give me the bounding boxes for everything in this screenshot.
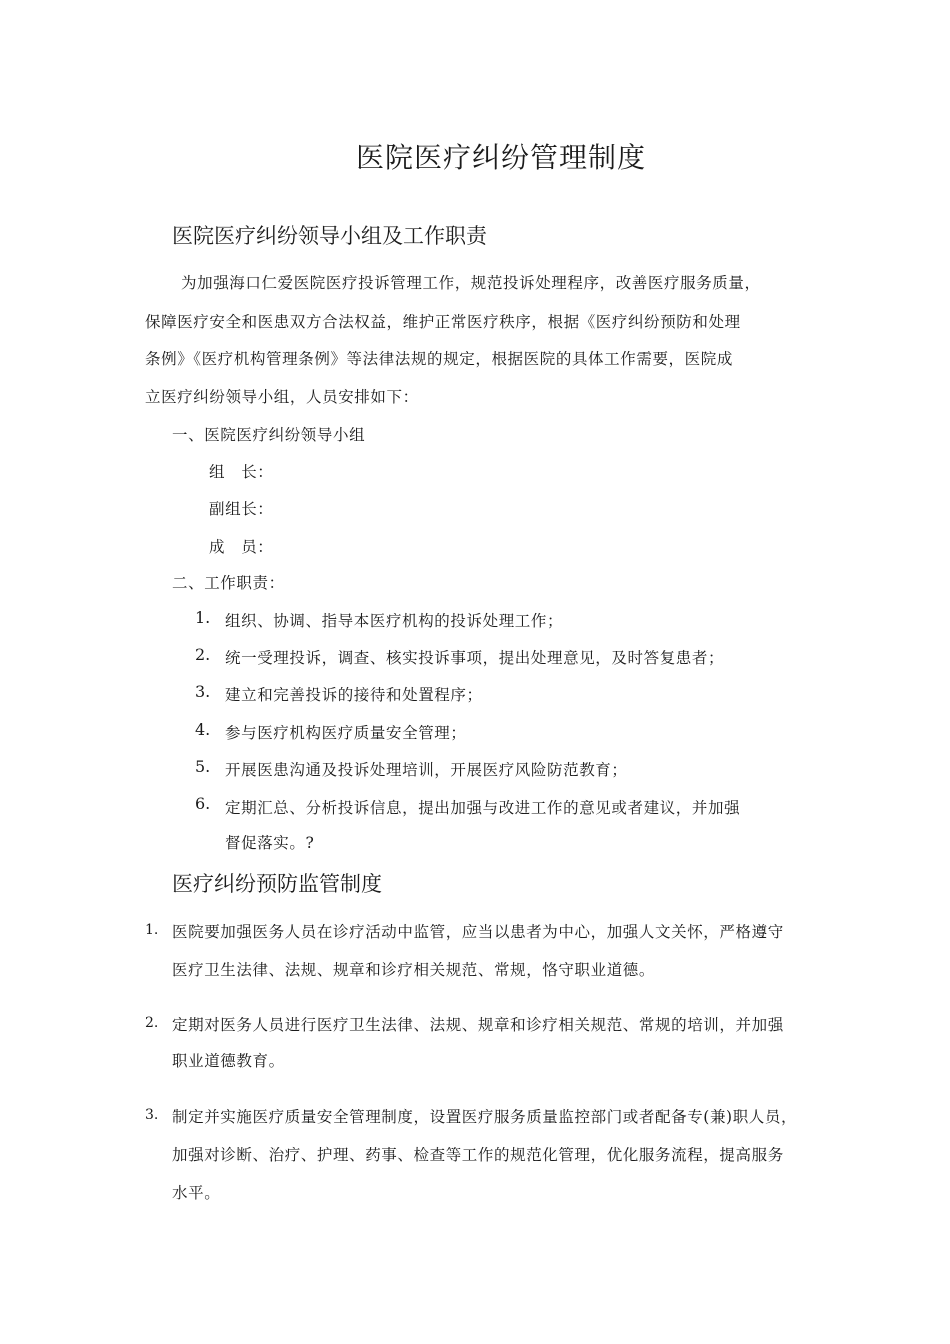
duty-text: 定期汇总、分析投诉信息，提出加强与改进工作的意见或者建议，并加强 (225, 799, 741, 817)
intro-line-1: 为加强海口仁爱医院医疗投诉管理工作，规范投诉处理程序，改善医疗服务质量， (181, 274, 761, 292)
role-deputy: 副组长： (209, 500, 274, 518)
item-text: 制定并实施医疗质量安全管理制度，设置医疗服务质量监控部门或者配备专(兼)职人员， (172, 1108, 798, 1126)
duty-number: 5. (195, 757, 211, 776)
item-text: 医疗卫生法律、法规、规章和诊疗相关规范、常规，恪守职业道德。 (172, 961, 656, 979)
duty-text: 建立和完善投诉的接待和处置程序； (225, 686, 483, 704)
role-members: 成 员： (209, 538, 274, 556)
duty-number: 1. (195, 608, 211, 627)
item-text: 职业道德教育。 (172, 1052, 285, 1070)
intro-line-3: 条例》《医疗机构管理条例》等法律法规的规定，根据医院的具体工作需要，医院成 (145, 350, 733, 368)
duty-text: 开展医患沟通及投诉处理培训，开展医疗风险防范教育； (225, 761, 628, 779)
duty-text: 组织、协调、指导本医疗机构的投诉处理工作； (225, 612, 564, 630)
duty-text: 督促落实。? (225, 834, 315, 852)
intro-line-4: 立医疗纠纷领导小组，人员安排如下： (145, 388, 419, 406)
duty-number: 4. (195, 720, 211, 739)
item-number: 2. (145, 1015, 159, 1031)
role-leader: 组 长： (209, 463, 274, 481)
section2-heading: 医疗纠纷预防监管制度 (172, 872, 382, 896)
duties-heading: 二、工作职责： (172, 574, 285, 592)
item-text: 医院要加强医务人员在诊疗活动中监管，应当以患者为中心，加强人文关怀，严格遵守 (172, 923, 784, 941)
duty-text: 参与医疗机构医疗质量安全管理； (225, 724, 467, 742)
item-text: 加强对诊断、治疗、护理、药事、检查等工作的规范化管理，优化服务流程，提高服务 (172, 1146, 784, 1164)
page-title: 医院医疗纠纷管理制度 (356, 141, 647, 174)
item-number: 3. (145, 1107, 159, 1123)
duty-number: 3. (195, 682, 211, 701)
intro-line-2: 保障医疗安全和医患双方合法权益，维护正常医疗秩序，根据《医疗纠纷预防和处理 (145, 313, 741, 331)
duty-text: 统一受理投诉，调查、核实投诉事项，提出处理意见，及时答复患者； (225, 649, 725, 667)
duty-number: 6. (195, 794, 211, 813)
item-text: 水平。 (172, 1184, 221, 1202)
section1-heading: 医院医疗纠纷领导小组及工作职责 (172, 224, 487, 248)
item-number: 1. (145, 922, 159, 938)
group-heading: 一、医院医疗纠纷领导小组 (172, 426, 366, 444)
duty-number: 2. (195, 645, 211, 664)
item-text: 定期对医务人员进行医疗卫生法律、法规、规章和诊疗相关规范、常规的培训，并加强 (172, 1016, 784, 1034)
